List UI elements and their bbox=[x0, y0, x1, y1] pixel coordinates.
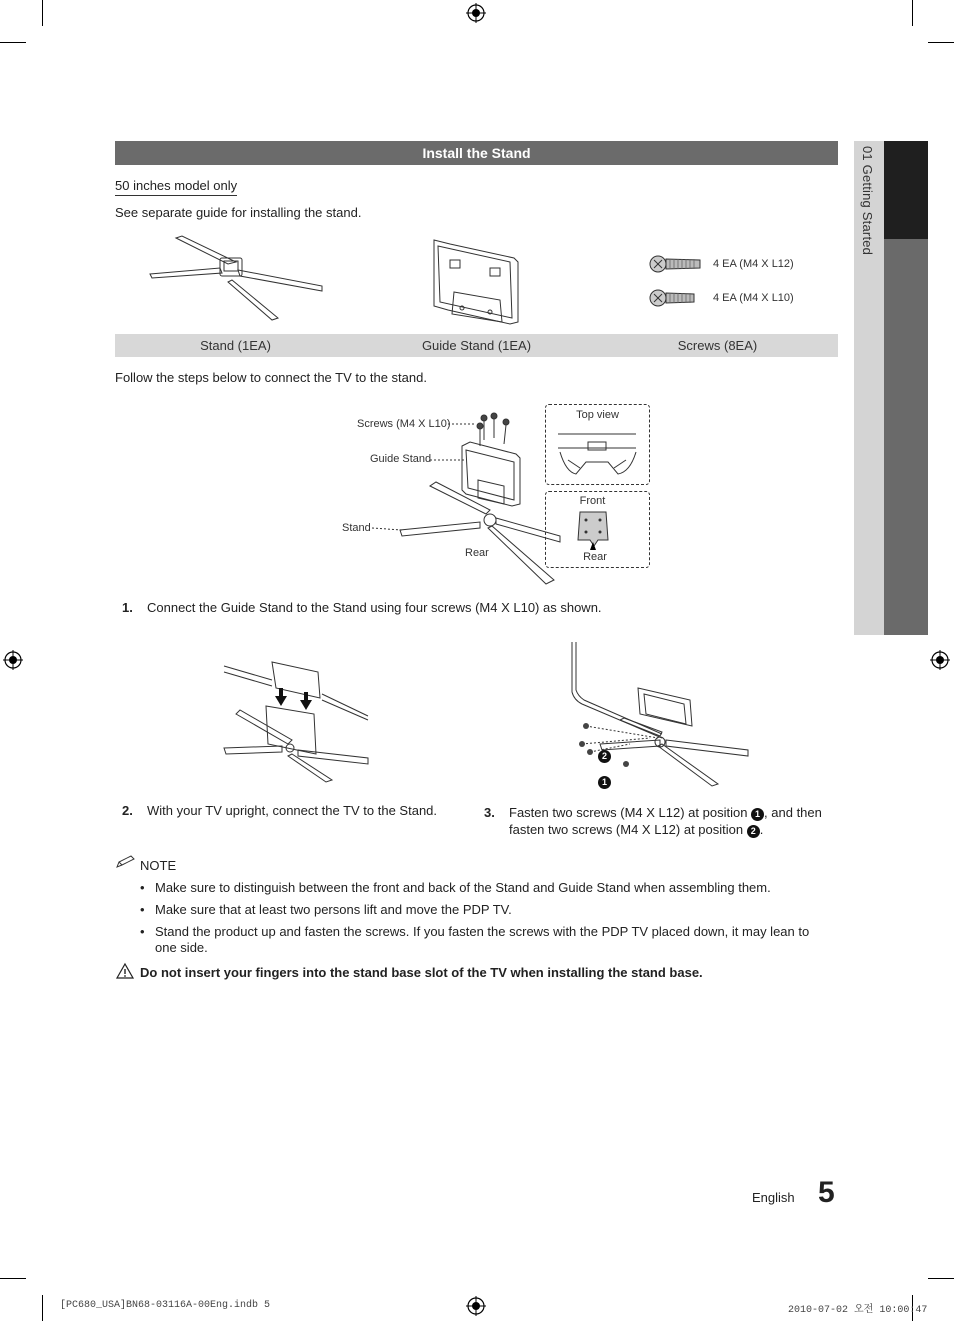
rear-callout: Rear bbox=[465, 547, 489, 559]
model-subheading: 50 inches model only bbox=[115, 178, 237, 196]
pencil-icon bbox=[115, 855, 137, 869]
crop-mark bbox=[912, 0, 913, 26]
bullet: • bbox=[140, 924, 145, 939]
position-2-badge: 2 bbox=[747, 825, 760, 838]
top-view-label: Top view bbox=[576, 409, 619, 421]
front-label: Front bbox=[579, 495, 606, 507]
bullet: • bbox=[140, 902, 145, 917]
side-tab-bar bbox=[884, 239, 928, 635]
step-2-illustration bbox=[222, 660, 372, 784]
crop-mark bbox=[42, 1295, 43, 1321]
follow-text: Follow the steps below to connect the TV to the stand. bbox=[115, 370, 427, 385]
crop-mark bbox=[0, 42, 26, 43]
position-1-marker: 1 bbox=[598, 776, 611, 789]
rear-label: Rear bbox=[583, 551, 607, 563]
step-3-line-2: fasten two screws (M4 X L12) at position 2 . bbox=[509, 822, 764, 837]
stand-illustration bbox=[148, 236, 326, 322]
side-tab-accent bbox=[884, 141, 928, 239]
crop-mark bbox=[0, 1278, 26, 1279]
registration-mark-icon bbox=[3, 650, 23, 670]
guide-stand-illustration bbox=[430, 238, 522, 326]
registration-mark-icon bbox=[930, 650, 950, 670]
crop-mark bbox=[42, 0, 43, 26]
parts-stand-label: Stand (1EA) bbox=[200, 338, 271, 353]
screws-icon bbox=[648, 252, 704, 312]
position-1-badge: 1 bbox=[751, 808, 764, 821]
footer-language: English bbox=[752, 1190, 795, 1205]
parts-screws-label: Screws (8EA) bbox=[677, 338, 758, 353]
crop-mark bbox=[928, 42, 954, 43]
registration-mark-icon bbox=[466, 1296, 486, 1316]
footer-file-info: [PC680_USA]BN68-03116A-00Eng.indb 5 bbox=[60, 1300, 271, 1311]
top-view-diagram bbox=[556, 428, 640, 478]
guide-stand-callout: Guide Stand bbox=[370, 453, 432, 465]
intro-text: See separate guide for installing the stand. bbox=[115, 205, 362, 220]
step-3-line-1: Fasten two screws (M4 X L12) at position 1 , and then bbox=[509, 805, 822, 820]
screws-callout: Screws (M4 X L10) bbox=[357, 418, 451, 430]
step-2-number: 2. bbox=[122, 803, 133, 818]
side-tab-label: 01 Getting Started bbox=[860, 146, 875, 256]
section-title: Install the Stand bbox=[115, 141, 838, 165]
registration-mark-icon bbox=[466, 3, 486, 23]
warning-text: Do not insert your fingers into the stand base slot of the TV when installing the stand base. bbox=[140, 965, 703, 980]
parts-guide-label: Guide Stand (1EA) bbox=[421, 338, 532, 353]
step-3-illustration bbox=[570, 640, 752, 788]
screw-spec-l12: 4 EA (M4 X L12) bbox=[713, 258, 794, 270]
assembly-diagram bbox=[380, 410, 560, 586]
note-item-2: Make sure that at least two persons lift and move the PDP TV. bbox=[155, 902, 512, 917]
bullet: • bbox=[140, 880, 145, 895]
footer-timestamp: 2010-07-02 오전 10:00:47 bbox=[788, 1305, 928, 1316]
position-2-marker: 2 bbox=[598, 750, 611, 763]
step-1-text: Connect the Guide Stand to the Stand using four screws (M4 X L10) as shown. bbox=[147, 600, 602, 615]
front-rear-diagram bbox=[576, 510, 612, 550]
note-item-1: Make sure to distinguish between the front and back of the Stand and Guide Stand when assembling them. bbox=[155, 880, 771, 895]
step-3-number: 3. bbox=[484, 805, 495, 820]
step-2-text: With your TV upright, connect the TV to the Stand. bbox=[147, 803, 438, 818]
page-number: 5 bbox=[818, 1176, 835, 1209]
note-item-3-cont: one side. bbox=[155, 940, 208, 955]
screw-spec-l10: 4 EA (M4 X L10) bbox=[713, 292, 794, 304]
warning-icon bbox=[116, 963, 134, 979]
step-1-number: 1. bbox=[122, 600, 133, 615]
stand-callout: Stand bbox=[342, 522, 371, 534]
crop-mark bbox=[928, 1278, 954, 1279]
note-item-3: Stand the product up and fasten the screws. If you fasten the screws with the PDP TV placed down, it may lean to bbox=[155, 924, 810, 939]
note-title: NOTE bbox=[140, 858, 177, 873]
